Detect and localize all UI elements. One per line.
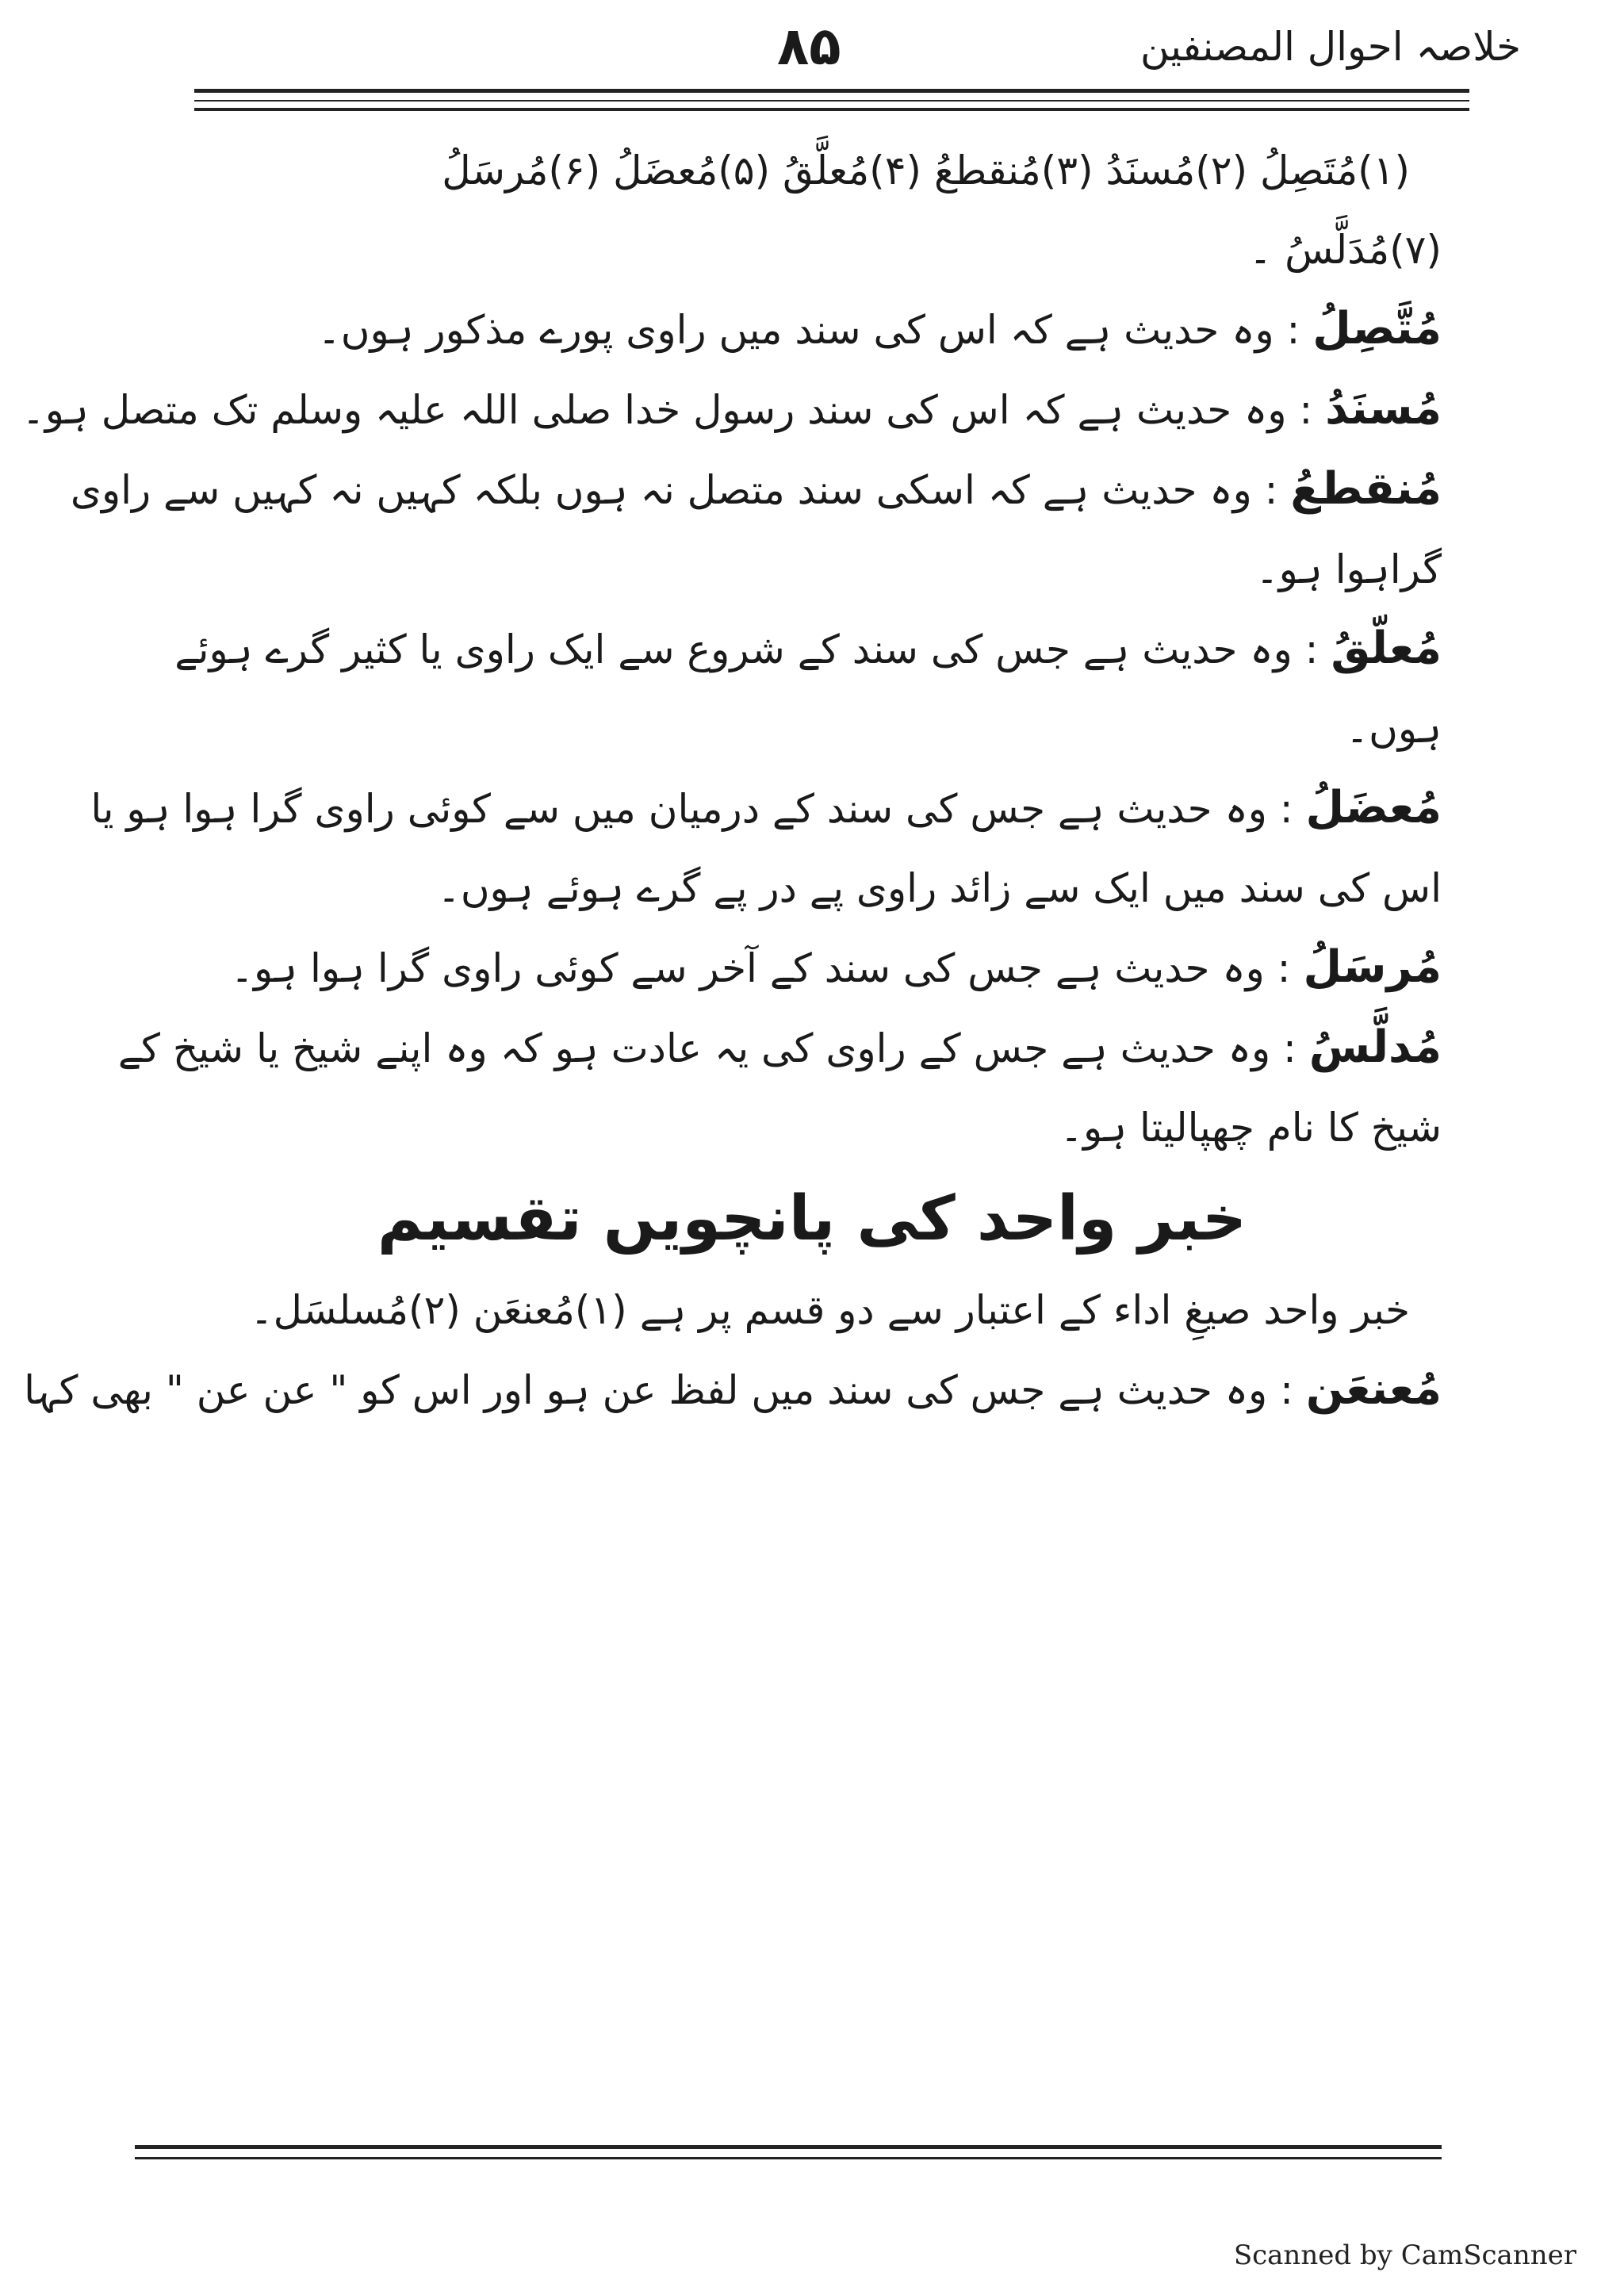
definition-muanan <box>24 1350 1442 1430</box>
definition-mursal <box>182 928 1442 1008</box>
section-heading: خبر واحد کی پانچویں تقسیم <box>377 1183 1247 1255</box>
term: مُدلَّسُ <box>1308 1021 1442 1073</box>
definition-text: : وہ حدیث ہے جس کی سند کے درمیان میں سے کوئی راوی گرا ہوا ہو یا <box>90 786 1293 832</box>
section-intro: خبر واحد صیغِ اداء کے اعتبار سے دو قسم پر ہے (۱)مُعنعَن (۲)مُسلسَل۔ <box>250 1287 1410 1333</box>
definition-continuation: شیخ کا نام چھپالیتا ہو۔ <box>1059 1105 1442 1151</box>
page-body <box>21 131 1442 1430</box>
definition-text: : وہ حدیث ہے کہ اسکی سند متصل نہ ہوں بلکہ کہیں نہ کہیں سے راوی <box>70 467 1278 513</box>
definition-continuation: ہوں۔ <box>1345 706 1442 752</box>
definition-muallaq <box>174 609 1442 689</box>
footer-rule <box>135 2145 1442 2149</box>
definition-muadal <box>90 768 1442 849</box>
header-rule <box>194 108 1469 111</box>
term: مُنقطعُ <box>1290 463 1442 515</box>
definition-text: : وہ حدیث ہے جس کی سند کے شروع سے ایک راوی یا کثیر گرے ہوئے <box>174 626 1319 672</box>
definition-text: : وہ حدیث ہے جس کے راوی کی یہ عادت ہو کہ وہ اپنے شیخ یا شیخ کے <box>117 1025 1297 1071</box>
term: مُسنَدُ <box>1325 383 1442 435</box>
type-list-line: (۷)مُدَلَّسُ ۔ <box>1248 227 1442 273</box>
definition-munqati <box>70 450 1442 530</box>
running-title: خلاصہ احوال المصنفین <box>1139 24 1521 70</box>
term: مُعضَلُ <box>1305 782 1442 833</box>
scanner-watermark: Scanned by CamScanner <box>1233 2239 1576 2271</box>
definition-continuation: گراہوا ہو۔ <box>1255 546 1442 592</box>
type-list-line: (۱)مُتَصِلُ (۲)مُسنَدُ (۳)مُنقطعُ (۴)مُعلَّقُ (۵)مُعضَلُ (۶)مُرسَلُ <box>442 148 1410 193</box>
definition-text: : وہ حدیث ہے جس کی سند میں لفظ عن ہو اور اس کو " عن عن " بھی کہا <box>24 1367 1293 1413</box>
definition-text: : وہ حدیث ہے کہ اس کی سند میں راوی پورے مذکور ہوں۔ <box>317 307 1300 353</box>
definition-mudallas <box>117 1008 1442 1088</box>
page-number: ۸۵ <box>777 16 841 77</box>
term: مُتَّصِلُ <box>1312 303 1442 354</box>
header-rule <box>194 100 1469 102</box>
term: مُرسَلُ <box>1303 941 1442 993</box>
footer-rule <box>135 2157 1442 2159</box>
definition-text: : وہ حدیث ہے جس کی سند کے آخر سے کوئی راوی گرا ہوا ہو۔ <box>230 945 1291 991</box>
definition-text: : وہ حدیث ہے کہ اس کی سند رسول خدا صلی اللہ علیہ وسلم تک متصل ہو۔ <box>21 387 1313 433</box>
term: مُعنعَن <box>1305 1363 1442 1415</box>
definition-musnad <box>21 370 1442 450</box>
header-rule <box>194 89 1469 93</box>
page-header <box>198 16 1521 79</box>
term: مُعلّقُ <box>1331 623 1442 674</box>
definition-muttasil <box>182 289 1442 370</box>
definition-continuation: اس کی سند میں ایک سے زائد راوی پے در پے گرے ہوئے ہوں۔ <box>437 865 1442 911</box>
